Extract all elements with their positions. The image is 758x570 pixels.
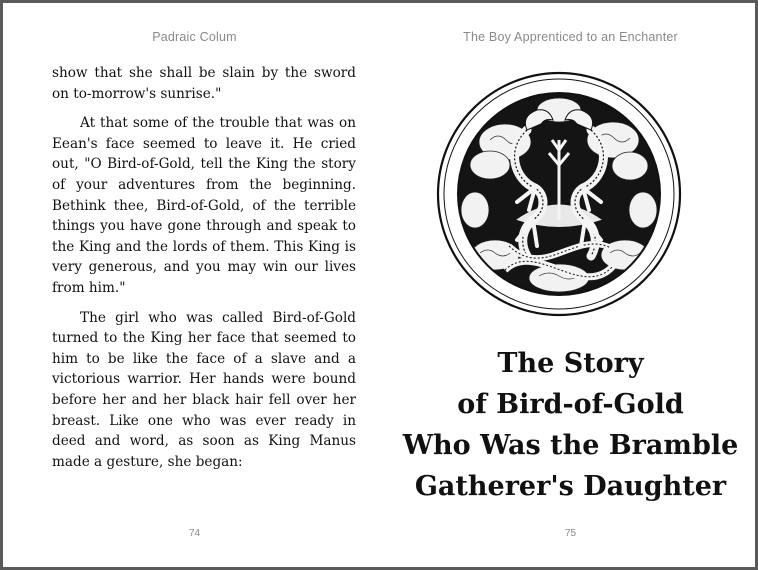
paragraph-3: The girl who was called Bird-of-Gold turned to the King her face that seemed to him to be like the face of a slave and a victorious warrior. Her hands were bound before her and her black hair fell over her breast. Like one who was ever ready in deed and word, as soon as King Manus made a gesture, she began: [52,309,356,470]
chapter-title-line-4: Gatherer's Daughter [414,471,727,502]
chapter-title-line-1: The Story [497,348,644,379]
left-page-number: 74 [188,528,201,539]
left-page[interactable] [3,3,386,567]
paragraph-1: show that she shall be slain by the sword on to-morrow's sunrise." [52,65,356,102]
right-page-number: 75 [564,528,577,539]
left-page-body [52,63,356,481]
paragraph-2: At that some of the trouble that was on Eean's face seemed to leave it. He cried out, "O Bird-of-Gold, tell the King the story of your adventures from the beginning. Bethink thee, Bird-of-Gold, of the terrible things you have gone through and speak to the King and the lords of them. This King is very generous, and you may win our lives from him." [52,115,356,296]
chapter-title-line-3: Who Was the Bramble [402,430,739,461]
chapter-title [386,343,755,507]
right-page[interactable] [386,3,755,567]
chapter-title-line-2: of Bird-of-Gold [457,389,684,420]
left-running-head: Padraic Colum [152,30,237,44]
right-running-head: The Boy Apprenticed to an Enchanter [463,30,678,44]
circular-dragon-engraving-icon [435,70,683,318]
